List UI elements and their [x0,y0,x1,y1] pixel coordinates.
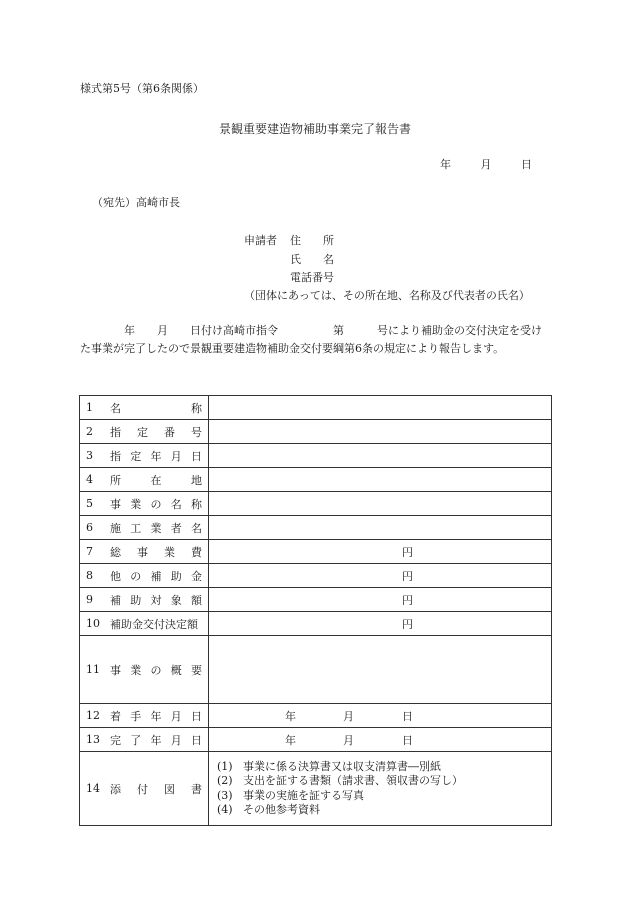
table-row [80,516,552,540]
row-label: 名 称 [108,396,209,420]
table-row [80,492,552,516]
row-label: 補 助 対 象 額 [108,588,209,612]
row-value[interactable] [209,444,552,468]
date-month: 月 [480,158,492,171]
row-label: 着 手 年 月 日 [108,704,209,728]
row-label: 指 定 年 月 日 [108,444,209,468]
row-label: 事 業 の 名 称 [108,492,209,516]
row-number: 13 [80,728,109,752]
document-title: 景観重要建造物補助事業完了報告書 [218,122,411,136]
row-value[interactable]: 年 月 日 [209,704,552,728]
row-label: 完 了 年 月 日 [108,728,209,752]
row-number: 4 [80,468,109,492]
row-value[interactable]: 円 [209,564,552,588]
applicant-note: （団体にあっては、その所在地、名称及び代表者の氏名） [244,289,530,302]
row-value[interactable] [209,420,552,444]
row-value[interactable]: 円 [209,540,552,564]
list-item: (1) 事業に係る決算書又は収支清算書―別紙 [217,759,441,773]
row-number: 14 [80,752,109,826]
applicant-name-label: 氏 名 [290,253,334,266]
row-number: 12 [80,704,109,728]
applicant-address-row [244,232,334,248]
date-day: 日 [521,158,532,171]
table-row [80,752,552,826]
row-number: 1 [80,396,109,420]
table-row [80,704,552,728]
row-number: 3 [80,444,109,468]
row-label: 事 業 の 概 要 [108,636,209,704]
row-number: 2 [80,420,109,444]
row-value[interactable] [209,752,552,826]
row-label: 総 事 業 費 [108,540,209,564]
form-code: 様式第5号（第6条関係） [80,82,204,95]
row-value[interactable] [209,516,552,540]
row-label: 所 在 地 [108,468,209,492]
row-number: 10 [80,612,109,636]
table-row [80,540,552,564]
table-row [80,636,552,704]
table-row [80,396,552,420]
row-number: 9 [80,588,109,612]
applicant-phone-label: 電話番号 [290,271,334,284]
date-line [414,156,532,172]
row-number: 5 [80,492,109,516]
table-row [80,588,552,612]
row-value[interactable]: 年 月 日 [209,728,552,752]
row-value[interactable]: 円 [209,612,552,636]
body-text: 年 月 日付け高崎市指令 第 号により補助金の交付決定を受けた事業が完了したので景観重要建造物補助金交付要綱第6条の規定により報告します。 [80,324,542,355]
row-label: 指 定 番 号 [108,420,209,444]
list-item: (2) 支出を証する書類（請求書、領収書の写し） [217,774,463,787]
row-number: 7 [80,540,109,564]
applicant-label: 申請者 [244,234,277,247]
row-label: 他 の 補 助 金 [108,564,209,588]
applicant-address-label: 住 所 [290,234,334,247]
table-row [80,420,552,444]
table-row [80,612,552,636]
row-label: 補助金交付決定額 [108,612,209,636]
row-value[interactable] [209,636,552,704]
list-item: (3) 事業の実施を証する写真 [217,788,364,802]
table-row [80,444,552,468]
row-label: 施 工 業 者 名 [108,516,209,540]
table-row [80,468,552,492]
attachments-list [209,754,551,824]
table-row [80,564,552,588]
row-value[interactable]: 円 [209,588,552,612]
row-number: 8 [80,564,109,588]
table-row [80,728,552,752]
report-table [79,395,552,826]
row-number: 6 [80,516,109,540]
row-number: 11 [80,636,109,704]
list-item: (4) その他参考資料 [217,803,320,816]
date-year: 年 [440,158,451,171]
row-value[interactable] [209,396,552,420]
row-value[interactable] [209,492,552,516]
addressee: （宛先）高崎市長 [92,196,180,209]
row-label: 添 付 図 書 [108,752,209,826]
row-value[interactable] [209,468,552,492]
